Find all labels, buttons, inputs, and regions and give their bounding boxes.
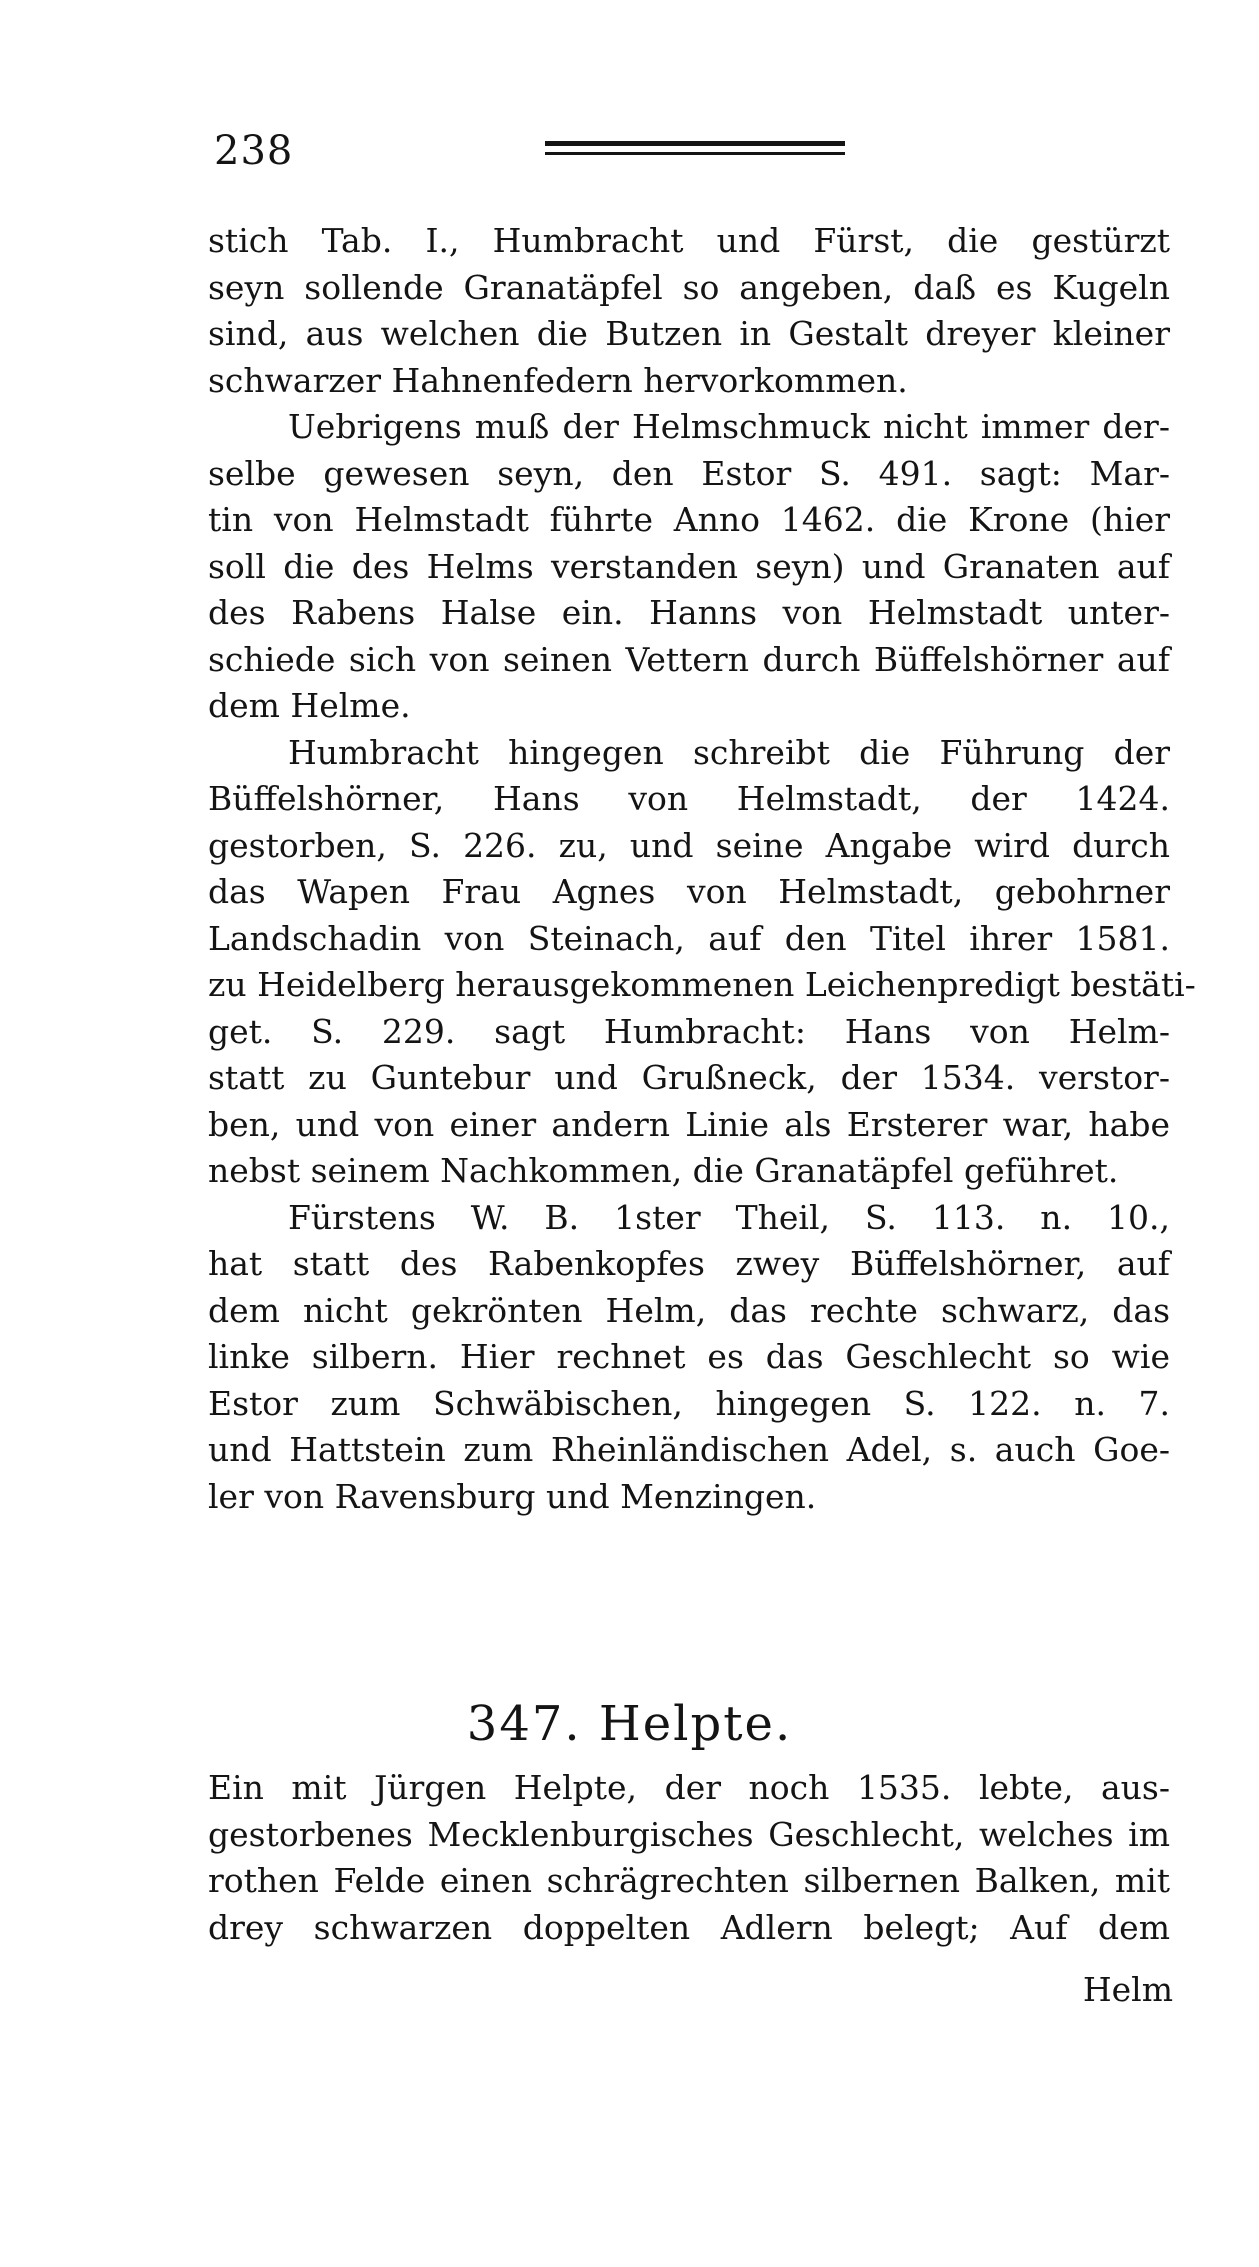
text-line: ler von Ravensburg und Menzingen. [208, 1476, 817, 1516]
catchword: Helm [1082, 1970, 1173, 2009]
text-line: Uebrigens muß der Helmschmuck nicht immer der- [288, 407, 1170, 446]
text-line: Fürstens W. B. 1ster Theil, S. 113. n. 10., [288, 1197, 1170, 1237]
text-line: dem Helme. [208, 686, 411, 725]
text-line: schiede sich von seinen Vettern durch Büffelshörner auf [208, 639, 1170, 679]
text-line: statt zu Guntebur und Grußneck, der 1534. verstor- [208, 1058, 1170, 1097]
paragraph [208, 1195, 1170, 1521]
body-text [208, 218, 1196, 1520]
text-line: zu Heidelberg herausgekommenen Leichenpredigt bestäti- [208, 965, 1196, 1004]
text-line: Landschadin von Steinach, auf den Titel ihrer 1581. [208, 918, 1170, 958]
text-line: rothen Felde einen schrägrechten silbernen Balken, mit [208, 1861, 1170, 1900]
text-line: Estor zum Schwäbischen, hingegen S. 122. n. 7. [208, 1383, 1170, 1423]
text-line: stich Tab. I., Humbracht und Fürst, die gestürzt [208, 221, 1170, 260]
text-line: schwarzer Hahnenfedern hervorkommen. [208, 360, 908, 400]
text-line: Büffelshörner, Hans von Helmstadt, der 1424. [208, 779, 1170, 818]
text-line: tin von Helmstadt führte Anno 1462. die Krone (hier [208, 500, 1170, 539]
text-line: dem nicht gekrönten Helm, das rechte schwarz, das [208, 1290, 1170, 1330]
text-line: gestorbenes Mecklenburgisches Geschlecht, welches im [208, 1814, 1170, 1854]
paragraph [208, 1765, 1170, 1951]
paragraph [208, 404, 1170, 730]
text-line: hat statt des Rabenkopfes zwey Büffelshörner, auf [208, 1244, 1170, 1283]
section-body-text [208, 1765, 1170, 1951]
text-line: nebst seinem Nachkommen, die Granatäpfel geführet. [208, 1151, 1119, 1190]
paragraph [208, 218, 1170, 404]
text-line: seyn sollende Granatäpfel so angeben, daß es Kugeln [208, 267, 1170, 307]
text-line: get. S. 229. sagt Humbracht: Hans von Helm- [208, 1011, 1170, 1051]
text-line: des Rabens Halse ein. Hanns von Helmstadt unter- [208, 593, 1170, 632]
text-line: selbe gewesen seyn, den Estor S. 491. sagt: Mar- [208, 453, 1170, 493]
header-rule [545, 141, 845, 155]
text-line: und Hattstein zum Rheinländischen Adel, s. auch Goe- [208, 1430, 1170, 1469]
text-line: das Wapen Frau Agnes von Helmstadt, gebohrner [208, 872, 1170, 911]
page-number: 238 [214, 128, 294, 174]
text-line: Ein mit Jürgen Helpte, der noch 1535. lebte, aus- [208, 1768, 1170, 1807]
text-line: ben, und von einer andern Linie als Ersterer war, habe [208, 1104, 1170, 1144]
text-line: sind, aus welchen die Butzen in Gestalt dreyer kleiner [208, 314, 1170, 353]
text-line: gestorben, S. 226. zu, und seine Angabe wird durch [208, 825, 1170, 865]
section-heading: 347. Helpte. [466, 1696, 793, 1752]
text-line: soll die des Helms verstanden seyn) und Granaten auf [208, 546, 1170, 586]
paragraph [208, 730, 1196, 1195]
text-line: drey schwarzen doppelten Adlern belegt; Auf dem [208, 1907, 1170, 1947]
text-line: Humbracht hingegen schreibt die Führung der [288, 732, 1170, 772]
text-line: linke silbern. Hier rechnet es das Geschlecht so wie [208, 1337, 1170, 1376]
